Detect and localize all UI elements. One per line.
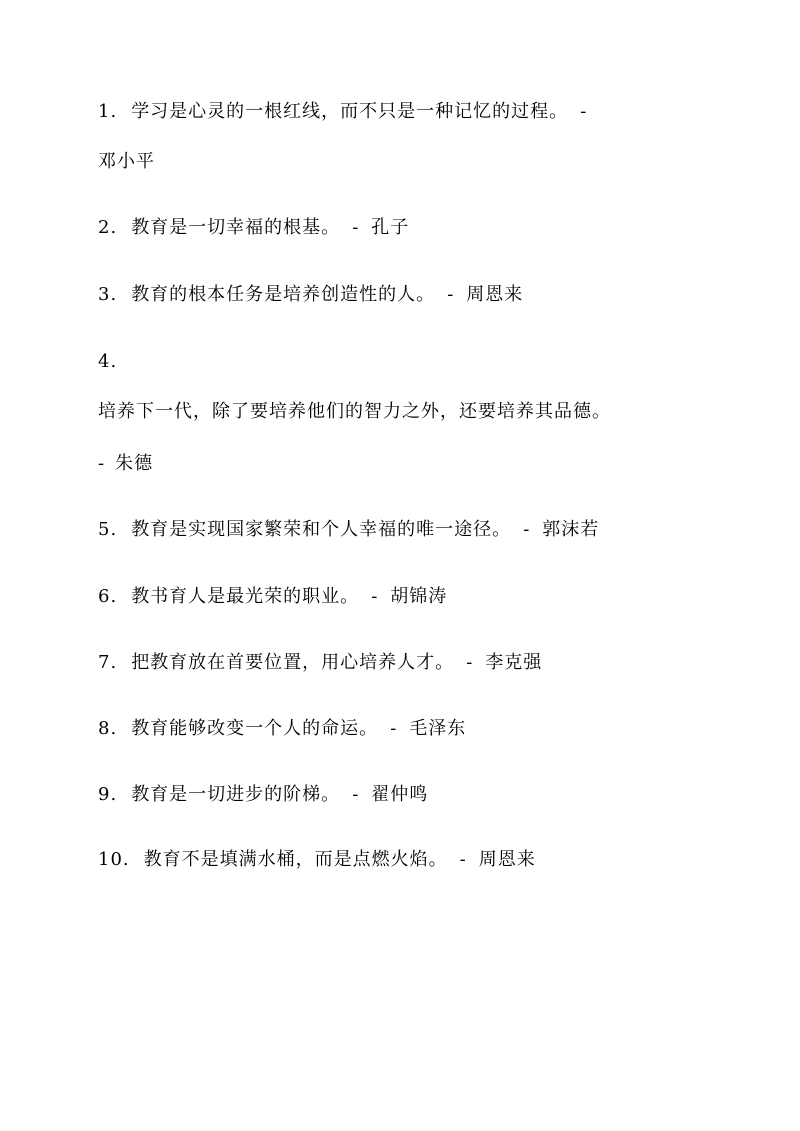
quote-1-line-2 [98,150,155,174]
quote-3 [98,283,523,307]
quote-text: 教育是一切进步的阶梯。 [131,784,341,805]
quote-10 [98,848,536,872]
quote-author: 毛泽东 [409,718,467,739]
quote-2 [98,216,409,240]
quote-dash: - [523,519,531,540]
quote-4-line-3 [98,452,153,476]
quote-9 [98,783,428,807]
quote-dash: - [580,101,588,122]
quote-number: 6. [98,586,118,607]
quote-author: 翟仲鸣 [371,784,429,805]
quote-number: 9. [98,784,118,805]
quote-8 [98,717,466,741]
quote-number: 3. [98,284,118,305]
quote-dash: - [98,453,106,474]
quote-dash: - [447,284,455,305]
quote-5 [98,518,599,542]
quote-author: 周恩来 [466,284,524,305]
quote-author: 胡锦涛 [390,586,448,607]
quote-text: 培养下一代，除了要培养他们的智力之外，还要培养其品德。 [98,401,611,422]
quote-author: 周恩来 [478,849,536,870]
quote-text: 学习是心灵的一根红线，而不只是一种记忆的过程。 [131,101,569,122]
quote-4-line-1 [98,350,117,374]
quote-6 [98,585,447,609]
quote-author: 郭沫若 [542,519,600,540]
quote-number: 1. [98,101,118,122]
quote-number: 10. [98,849,130,870]
quote-number: 4. [98,351,118,372]
quote-text: 教书育人是最光荣的职业。 [131,586,360,607]
quote-text: 把教育放在首要位置，用心培养人才。 [131,652,455,673]
quote-dash: - [371,586,379,607]
quote-number: 7. [98,652,118,673]
quote-number: 8. [98,718,118,739]
quote-author: 李克强 [485,652,543,673]
quote-author: 邓小平 [98,151,155,172]
quote-text: 教育是一切幸福的根基。 [131,217,341,238]
quote-dash: - [390,718,398,739]
quote-text: 教育的根本任务是培养创造性的人。 [131,284,436,305]
quote-number: 5. [98,519,118,540]
quote-number: 2. [98,217,118,238]
quote-dash: - [459,849,467,870]
quote-1-line-1 [98,100,599,124]
quote-author: 孔子 [371,217,410,238]
quote-author: 朱德 [115,453,154,474]
quote-text: 教育是实现国家繁荣和个人幸福的唯一途径。 [131,519,512,540]
quote-dash: - [352,217,360,238]
quote-4-line-2 [98,400,611,424]
quote-text: 教育不是填满水桶，而是点燃火焰。 [143,849,448,870]
quote-7 [98,651,542,675]
quote-text: 教育能够改变一个人的命运。 [131,718,379,739]
quote-dash: - [466,652,474,673]
quote-dash: - [352,784,360,805]
